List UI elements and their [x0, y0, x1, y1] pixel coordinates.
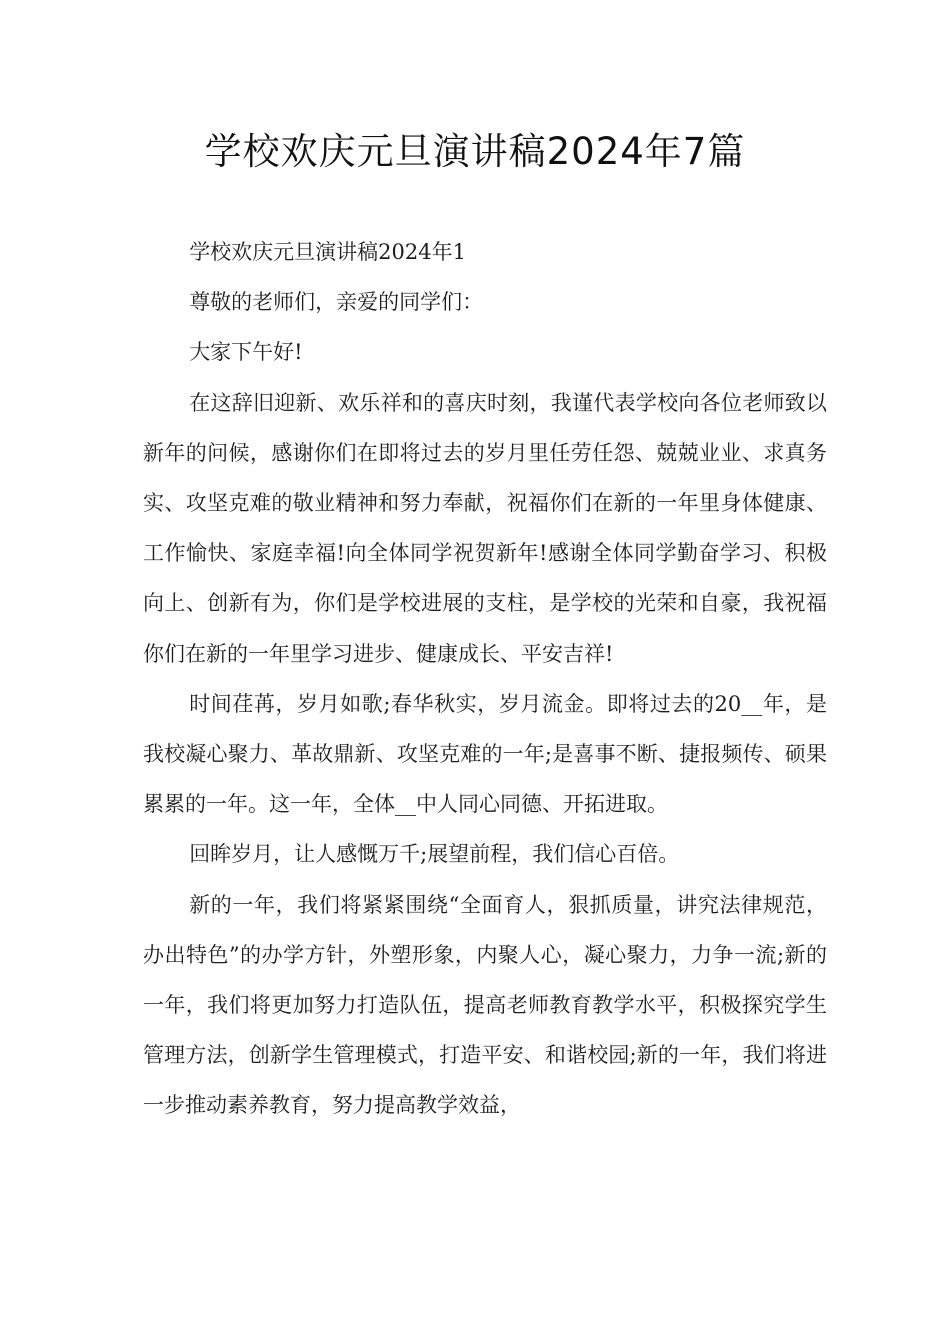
paragraph-plans: 新的一年，我们将紧紧围绕“全面育人，狠抓质量，讲究法律规范，办出特色”的办学方针，外塑形象，内聚人心，凝心聚力，力争一流;新的一年，我们将更加努力打造队伍，提高老师教育教学水平，积极探究学生管理方法，创新学生管理模式，打造平安、和谐校园;新的一年，我们将进一步推动素养教育，努力提高教学效益， — [143, 892, 827, 1118]
paragraph-outlook: 回眸岁月，让人感慨万千;展望前程，我们信心百倍。 — [189, 842, 680, 867]
paragraph-salutation: 尊敬的老师们，亲爱的同学们： — [189, 290, 484, 315]
paragraph-greeting: 大家下午好! — [189, 340, 303, 365]
document-title: 学校欢庆元旦演讲稿2024年7篇 — [204, 130, 746, 173]
document-body — [143, 227, 827, 1131]
paragraph-year-review: 时间荏苒，岁月如歌;春华秋实，岁月流金。即将过去的20__年，是我校凝心聚力、革故鼎新、攻坚克难的一年;是喜事不断、捷报频传、硕果累累的一年。这一年，全体__中人同心同德、开拓进取。 — [143, 691, 827, 817]
paragraph-section-heading: 学校欢庆元旦演讲稿2024年1 — [189, 240, 466, 264]
paragraph-new-year-wishes: 在这辞旧迎新、欢乐祥和的喜庆时刻，我谨代表学校向各位老师致以新年的问候，感谢你们在即将过去的岁月里任劳任怨、兢兢业业、求真务实、攻坚克难的敬业精神和努力奉献，祝福你们在新的一年里身体健康、工作愉快、家庭幸福!向全体同学祝贺新年!感谢全体同学勤奋学习、积极向上、创新有为，你们是学校进展的支柱，是学校的光荣和自豪，我祝福你们在新的一年里学习进步、健康成长、平安吉祥! — [143, 390, 827, 666]
